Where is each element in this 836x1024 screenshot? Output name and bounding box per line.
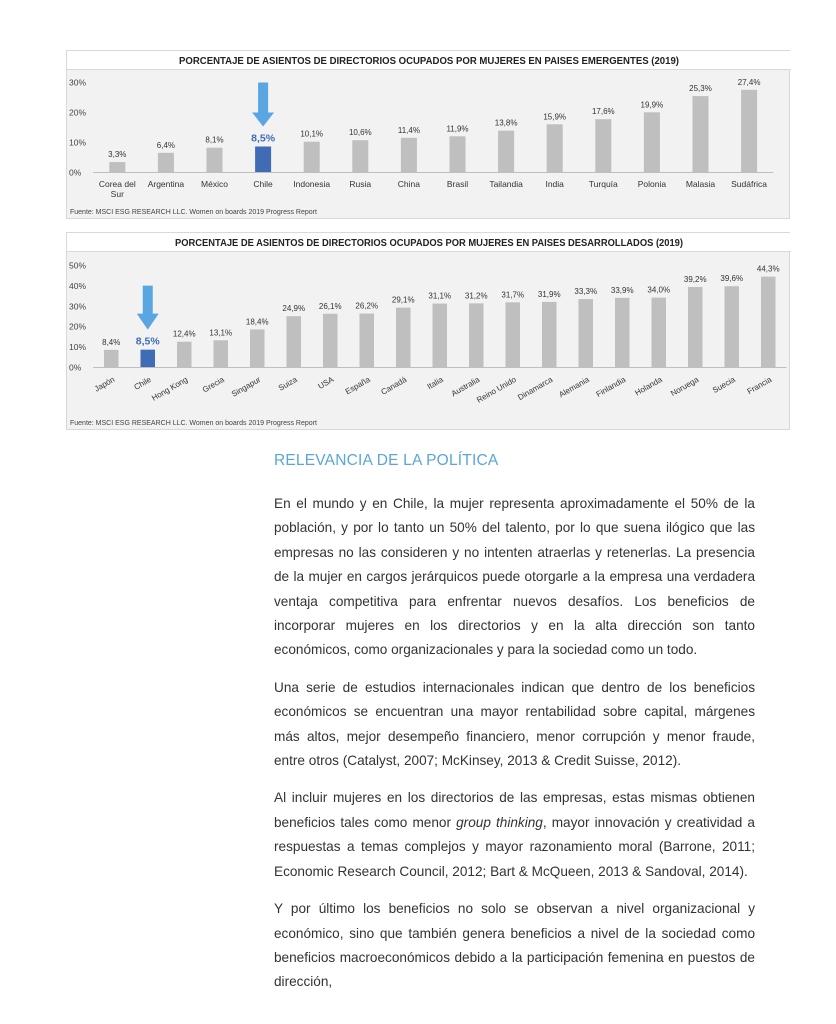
data-label: 26,1% bbox=[318, 301, 342, 311]
paragraph-3 bbox=[274, 786, 755, 884]
data-label: 33,9% bbox=[610, 285, 634, 295]
bar-china bbox=[401, 138, 417, 172]
x-tick-label bbox=[686, 179, 716, 189]
x-tick-label-line: Tailandia bbox=[489, 179, 523, 189]
paragraph-3-emphasis: group thinking bbox=[456, 814, 543, 830]
paragraph-2: Una serie de estudios internacionales indican que dentro de los beneficios económicos se encuentran una mayor rentabilidad sobre capital, márgenes más altos, mejor desempeño financiero, menor corrupción y menor fraude, entre otros (Catalyst, 2007; McKinsey, 2013 & Credit Suisse, 2012). bbox=[274, 679, 755, 769]
data-label: 10,6% bbox=[348, 128, 372, 138]
x-tick-label-line: Corea del bbox=[98, 179, 136, 189]
x-tick-label-line: México bbox=[201, 179, 228, 189]
data-label: 31,2% bbox=[464, 291, 488, 301]
highlight-arrow bbox=[252, 83, 274, 127]
bar-reino-unido bbox=[506, 302, 521, 367]
x-tick-label: Canadá bbox=[379, 374, 409, 397]
x-tick-label: Suiza bbox=[276, 374, 299, 393]
x-tick-label bbox=[148, 179, 185, 189]
bar-francia bbox=[761, 277, 776, 367]
data-label: 13,8% bbox=[494, 118, 518, 128]
x-tick-label: Finlandia bbox=[594, 374, 628, 399]
x-tick-label bbox=[398, 179, 420, 189]
x-tick-label bbox=[201, 179, 228, 189]
data-label: 3,3% bbox=[108, 150, 127, 160]
chart1-source-note: Fuente: MSCI ESG RESEARCH LLC. Women on boards 2019 Progress Report bbox=[70, 209, 317, 216]
bar-dinamarca bbox=[542, 302, 557, 367]
x-tick-label-line: Argentina bbox=[147, 179, 185, 189]
bar-finlandia bbox=[615, 298, 630, 367]
chart1-ytick-label: 30% bbox=[69, 77, 87, 88]
bar-brasil bbox=[450, 136, 466, 172]
paragraph-1: En el mundo y en Chile, la mujer representa aproximadamente el 50% de la población, y por lo tanto un 50% del talento, por lo que suena ilógico que las empresas no las consideren y no intenten atraerlas y retenerlas. La presencia de la mujer en cargos jerárquicos puede otorgarle a la empresa una verdadera ventaja competitiva para enfrentar nuevos desafíos. Los beneficios de incorporar mujeres en los directorios y en la alta dirección son tanto económicos, como organizacionales y para la sociedad como un todo. bbox=[274, 496, 755, 658]
bar-chile bbox=[141, 350, 156, 367]
paragraph-3-end: , mayor innovación y creatividad a respuestas a temas complejos y mayor razonamiento moral (Barrone, 2011; Economic Research Council, 2012; Bart & McQueen, 2013 & Sandoval, 2014). bbox=[274, 814, 755, 879]
data-label: 11,4% bbox=[397, 125, 420, 135]
bar-hong-kong bbox=[177, 342, 192, 367]
x-tick-label-line: Rusia bbox=[349, 179, 372, 189]
bar-japón bbox=[104, 350, 119, 367]
bar-indonesia bbox=[304, 142, 320, 172]
x-tick-label-line: Sudáfrica bbox=[731, 179, 768, 189]
chart2-ytick-label: 20% bbox=[69, 321, 87, 332]
x-tick-label: Francia bbox=[745, 374, 774, 397]
x-tick-label bbox=[731, 179, 767, 189]
data-label: 31,7% bbox=[501, 290, 525, 300]
x-tick-label bbox=[545, 179, 564, 189]
data-label: 39,6% bbox=[720, 274, 744, 284]
paragraph-3-start: Al incluir mujeres en los directorios de las empresas, estas mismas obtienen beneficios tales como menor bbox=[274, 790, 755, 830]
data-label: 13,1% bbox=[209, 328, 233, 338]
x-tick-label: Noruega bbox=[669, 374, 701, 399]
x-tick-label: Grecia bbox=[200, 374, 226, 395]
bar-usa bbox=[323, 314, 338, 367]
data-label: 27,4% bbox=[737, 77, 761, 87]
x-tick-label: Japón bbox=[92, 374, 117, 394]
x-tick-label: Australia bbox=[449, 374, 482, 399]
data-label: 24,9% bbox=[282, 304, 306, 314]
developed-countries-chart-svg bbox=[67, 233, 791, 431]
bar-noruega bbox=[688, 287, 703, 367]
bar-méxico bbox=[207, 148, 223, 172]
chart2-source-note: Fuente: MSCI ESG RESEARCH LLC. Women on boards 2019 Progress Report bbox=[70, 420, 317, 427]
bar-suiza bbox=[287, 316, 302, 367]
bar-canadá bbox=[396, 308, 411, 367]
bar-chile bbox=[255, 147, 271, 173]
x-tick-label-line: Chile bbox=[253, 179, 273, 189]
x-tick-label: Holanda bbox=[633, 374, 664, 398]
x-tick-label: Italia bbox=[425, 374, 445, 392]
bar-argentina bbox=[158, 153, 174, 172]
x-tick-label: España bbox=[343, 374, 372, 397]
chart2-title: PORCENTAJE DE ASIENTOS DE DIRECTORIOS OCUPADOS POR MUJERES EN PAISES DESARROLLADOS (2019) bbox=[175, 238, 683, 249]
section-title: RELEVANCIA DE LA POLÍTICA bbox=[274, 452, 499, 469]
chart2-ytick-label: 40% bbox=[69, 280, 87, 291]
data-label: 25,3% bbox=[689, 84, 712, 94]
data-label: 12,4% bbox=[172, 329, 196, 339]
chart1-ytick-label: 10% bbox=[69, 137, 87, 148]
data-label: 8,5% bbox=[135, 335, 160, 348]
data-label: 8,4% bbox=[102, 337, 121, 347]
x-tick-label-line: India bbox=[545, 179, 564, 189]
bar-australia bbox=[469, 303, 484, 367]
x-tick-label: Alemania bbox=[557, 374, 591, 400]
bar-malasia bbox=[693, 96, 709, 172]
article-section bbox=[274, 452, 755, 1008]
bar-grecia bbox=[214, 340, 229, 367]
x-tick-label-line: Malasia bbox=[685, 179, 716, 189]
x-tick-label-line: China bbox=[397, 179, 421, 189]
bar-singapur bbox=[250, 329, 265, 367]
data-label: 34,0% bbox=[647, 285, 671, 295]
x-tick-label: USA bbox=[316, 374, 336, 391]
data-label: 33,3% bbox=[574, 287, 598, 297]
x-tick-label bbox=[638, 179, 667, 189]
developed-countries-chart bbox=[66, 232, 790, 430]
data-label: 31,9% bbox=[537, 289, 561, 299]
data-label: 44,3% bbox=[756, 264, 780, 274]
x-tick-label: Hong Kong bbox=[150, 374, 190, 403]
emerging-countries-chart bbox=[66, 50, 790, 219]
data-label: 17,6% bbox=[591, 107, 615, 117]
x-tick-label bbox=[447, 179, 468, 189]
bar-sudáfrica bbox=[741, 90, 757, 172]
x-tick-label: Chile bbox=[132, 374, 153, 392]
x-tick-label: Reino Unido bbox=[475, 374, 518, 405]
data-label: 10,1% bbox=[300, 129, 324, 139]
bar-italia bbox=[433, 304, 448, 367]
x-tick-label-line: Indonesia bbox=[293, 179, 331, 189]
bar-tailandia bbox=[498, 131, 514, 172]
chart1-ytick-label: 20% bbox=[69, 107, 87, 118]
x-tick-label-line: Sur bbox=[110, 189, 124, 199]
x-tick-label: Singapur bbox=[230, 374, 263, 399]
x-tick-label: Suecia bbox=[711, 374, 737, 395]
emerging-countries-chart-svg bbox=[67, 51, 791, 220]
x-tick-label bbox=[489, 179, 523, 189]
bar-turquía bbox=[595, 119, 611, 172]
data-label: 6,4% bbox=[156, 140, 176, 150]
x-tick-label-line: Brasil bbox=[446, 179, 469, 189]
data-label: 31,1% bbox=[428, 291, 452, 301]
paragraph-4: Y por último los beneficios no solo se observan a nivel organizacional y económico, sino que también genera beneficios a nivel de la sociedad como beneficios macroeconómicos debido a la participación femenina en puestos de dirección, bbox=[274, 901, 755, 990]
data-label: 8,5% bbox=[251, 132, 276, 145]
x-tick-label-line: Turquía bbox=[588, 179, 618, 189]
data-label: 29,1% bbox=[391, 295, 415, 305]
bar-suecia bbox=[725, 286, 740, 367]
chart1-title: PORCENTAJE DE ASIENTOS DE DIRECTORIOS OCUPADOS POR MUJERES EN PAISES EMERGENTES (2019) bbox=[179, 56, 679, 67]
x-tick-label bbox=[349, 179, 371, 189]
data-label: 18,4% bbox=[245, 317, 269, 327]
data-label: 8,1% bbox=[205, 135, 224, 145]
highlight-arrow bbox=[137, 286, 159, 330]
data-label: 39,2% bbox=[683, 275, 707, 285]
bar-corea-del-sur bbox=[109, 162, 125, 172]
x-tick-label bbox=[589, 179, 618, 189]
bar-india bbox=[547, 124, 563, 172]
chart2-ytick-label: 50% bbox=[69, 260, 87, 271]
chart2-ytick-label: 0% bbox=[69, 362, 82, 373]
x-tick-label bbox=[293, 179, 330, 189]
chart2-ytick-label: 10% bbox=[69, 342, 87, 353]
x-tick-label bbox=[99, 179, 136, 199]
x-tick-label: Dinamarca bbox=[516, 374, 555, 403]
bar-rusia bbox=[352, 140, 368, 172]
data-label: 19,9% bbox=[640, 100, 664, 110]
x-tick-label-line: Polonia bbox=[637, 179, 667, 189]
chart2-ytick-label: 30% bbox=[69, 301, 87, 312]
bar-polonia bbox=[644, 112, 660, 172]
bar-españa bbox=[360, 314, 375, 367]
data-label: 15,9% bbox=[543, 112, 567, 122]
data-label: 26,2% bbox=[355, 301, 379, 311]
bar-alemania bbox=[579, 299, 594, 367]
data-label: 11,9% bbox=[446, 124, 469, 134]
x-tick-label bbox=[253, 179, 273, 189]
chart1-ytick-label: 0% bbox=[69, 167, 82, 178]
bar-holanda bbox=[652, 298, 667, 367]
